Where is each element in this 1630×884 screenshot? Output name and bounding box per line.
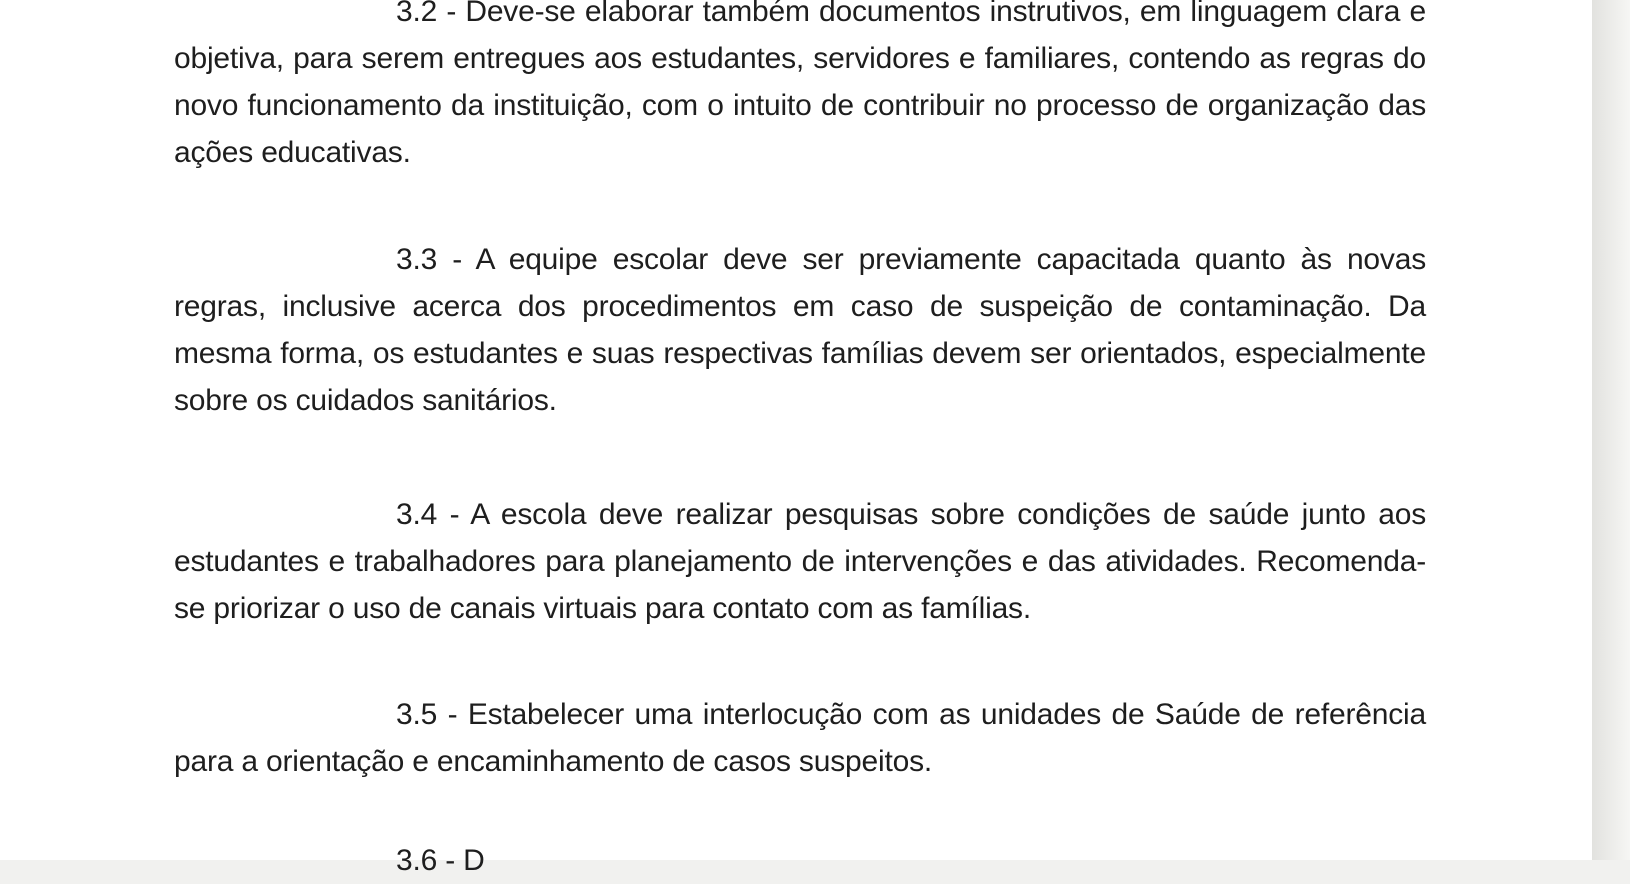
paragraph-3-6-partial: 3.6 - D — [396, 844, 485, 877]
paragraph-3-2: 3.2 - Deve-se elaborar também documentos instrutivos, em linguagem clara e objetiva, para serem entregues aos estudantes, servidores e familiares, contendo as regras do novo funcionamento da instituição, com o intuito de contribuir no processo de organização das ações educativas. — [174, 0, 1426, 169]
page-edge — [1592, 0, 1630, 860]
paragraph-3-4: 3.4 - A escola deve realizar pesquisas sobre condições de saúde junto aos estudantes e trabalhadores para planejamento de intervenções e das atividades. Recomenda-se priorizar o uso de canais virtuais para contato com as famílias. — [174, 498, 1426, 625]
paragraph-3-5: 3.5 - Estabelecer uma interlocução com as unidades de Saúde de referência para a orientação e encaminhamento de casos suspeitos. — [174, 698, 1426, 778]
paragraph-3-3: 3.3 - A equipe escolar deve ser previamente capacitada quanto às novas regras, inclusive acerca dos procedimentos em caso de suspeição de contaminação. Da mesma forma, os estudantes e suas respectivas famílias devem ser orientados, especialmente sobre os cuidados sanitários. — [174, 243, 1426, 417]
